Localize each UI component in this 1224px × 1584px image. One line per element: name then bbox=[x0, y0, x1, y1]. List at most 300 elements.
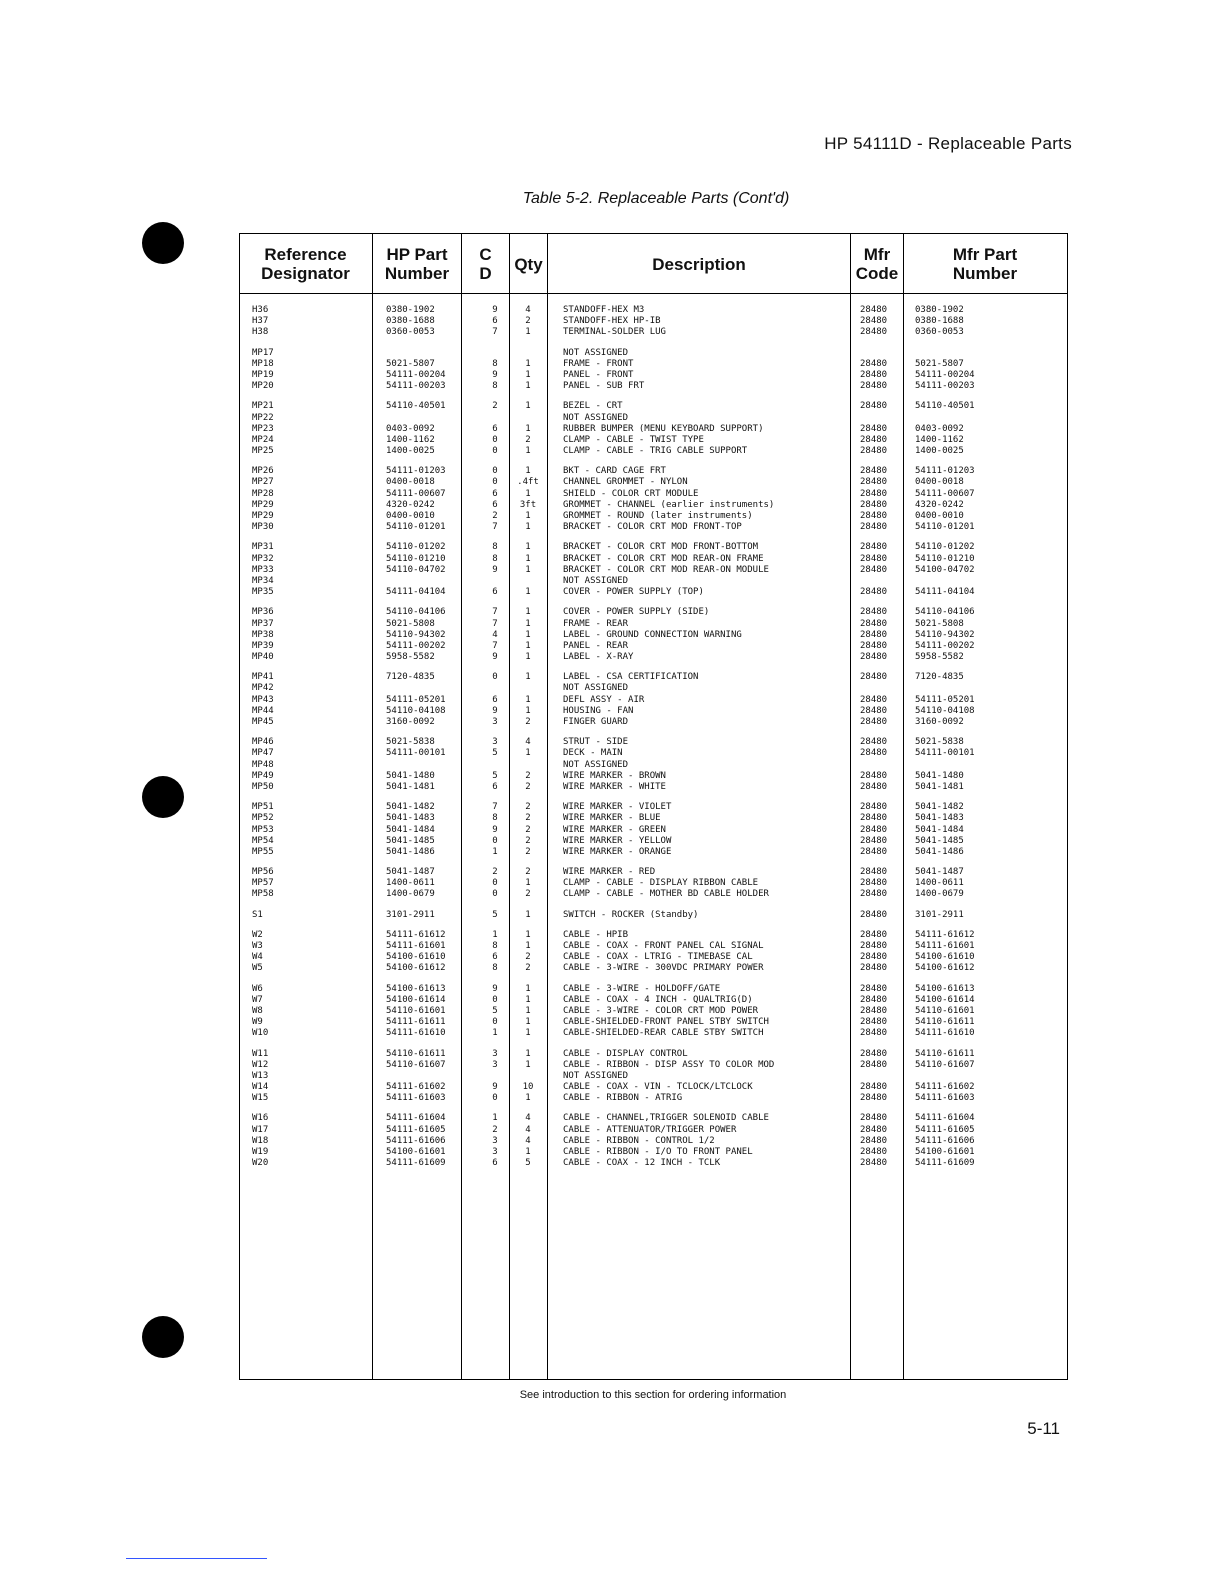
check-digit-cell: 9 bbox=[492, 564, 498, 575]
mfr-part-number-cell: 0380-1688 bbox=[915, 316, 964, 327]
table-row bbox=[239, 1136, 1068, 1147]
quantity-cell: 2 bbox=[525, 802, 531, 813]
description-cell: FRAME - FRONT bbox=[563, 358, 634, 369]
description-cell: CLAMP - CABLE - TRIG CABLE SUPPORT bbox=[563, 446, 748, 457]
mfr-part-number-cell: 54110-01210 bbox=[915, 553, 975, 564]
quantity-cell: 1 bbox=[525, 929, 531, 940]
mfr-code-cell: 28480 bbox=[860, 369, 888, 380]
quantity-cell: 1 bbox=[525, 423, 531, 434]
reference-designator-cell: W8 bbox=[252, 1005, 263, 1016]
mfr-code-cell: 28480 bbox=[860, 607, 888, 618]
hp-part-number-cell: 54111-04104 bbox=[386, 587, 446, 598]
reference-designator-cell: H37 bbox=[252, 316, 269, 327]
hp-part-number-cell: 54100-61613 bbox=[386, 983, 446, 994]
description-cell: CABLE - DISPLAY CONTROL bbox=[563, 1048, 688, 1059]
hp-part-number-cell: 0360-0053 bbox=[386, 327, 435, 338]
quantity-cell: 1 bbox=[525, 1028, 531, 1039]
description-cell: CABLE - 3-WIRE - COLOR CRT MOD POWER bbox=[563, 1005, 759, 1016]
quantity-cell: 4 bbox=[525, 737, 531, 748]
table-row bbox=[239, 446, 1068, 457]
table-row bbox=[239, 952, 1068, 963]
table-row bbox=[239, 878, 1068, 889]
table-row bbox=[239, 1093, 1068, 1104]
description-cell: NOT ASSIGNED bbox=[563, 683, 629, 694]
hp-part-number-cell: 54100-61612 bbox=[386, 963, 446, 974]
table-row bbox=[239, 1017, 1068, 1028]
table-row bbox=[239, 706, 1068, 717]
hp-part-number-cell: 54110-40501 bbox=[386, 401, 446, 412]
mfr-part-number-cell: 5041-1481 bbox=[915, 781, 964, 792]
quantity-cell: 1 bbox=[525, 488, 531, 499]
hp-part-number-cell: 5021-5838 bbox=[386, 737, 435, 748]
mfr-part-number-cell: 54100-04702 bbox=[915, 564, 975, 575]
description-cell: WIRE MARKER - YELLOW bbox=[563, 835, 672, 846]
reference-designator-cell: W12 bbox=[252, 1059, 269, 1070]
mfr-part-number-cell: 0403-0092 bbox=[915, 423, 964, 434]
table-row bbox=[239, 619, 1068, 630]
reference-designator-cell: MP37 bbox=[252, 618, 274, 629]
hp-part-number-cell: 54111-61603 bbox=[386, 1093, 446, 1104]
mfr-code-cell: 28480 bbox=[860, 488, 888, 499]
table-body bbox=[239, 305, 1068, 1178]
mfr-code-cell: 28480 bbox=[860, 737, 888, 748]
mfr-code-cell: 28480 bbox=[860, 748, 888, 759]
reference-designator-cell: MP47 bbox=[252, 748, 274, 759]
description-cell: NOT ASSIGNED bbox=[563, 1070, 629, 1081]
row-group bbox=[239, 305, 1068, 339]
check-digit-cell: 0 bbox=[492, 835, 498, 846]
reference-designator-cell: MP30 bbox=[252, 522, 274, 533]
quantity-cell: 2 bbox=[525, 717, 531, 727]
check-digit-cell: 3 bbox=[492, 1135, 498, 1146]
quantity-cell: 1 bbox=[525, 994, 531, 1005]
table-row bbox=[239, 587, 1068, 598]
description-cell: WIRE MARKER - WHITE bbox=[563, 781, 666, 792]
hp-part-number-cell: 54111-00203 bbox=[386, 381, 446, 392]
description-cell: STANDOFF-HEX M3 bbox=[563, 305, 645, 315]
quantity-cell: 4 bbox=[525, 1124, 531, 1135]
page-edge-line bbox=[126, 1558, 267, 1559]
mfr-part-number-cell: 1400-0025 bbox=[915, 446, 964, 457]
hp-part-number-cell: 54100-61601 bbox=[386, 1147, 446, 1157]
mfr-part-number-cell: 54111-00203 bbox=[915, 381, 975, 392]
check-digit-cell: 3 bbox=[492, 1048, 498, 1059]
quantity-cell: 1 bbox=[525, 564, 531, 575]
mfr-code-cell: 28480 bbox=[860, 1017, 888, 1028]
mfr-part-number-cell: 54111-61610 bbox=[915, 1028, 975, 1039]
hp-part-number-cell: 54110-61607 bbox=[386, 1059, 446, 1070]
check-digit-cell: 8 bbox=[492, 358, 498, 369]
check-digit-cell: 0 bbox=[492, 477, 498, 488]
hp-part-number-cell: 54100-61614 bbox=[386, 994, 446, 1005]
mfr-part-number-cell: 54100-61613 bbox=[915, 983, 975, 994]
mfr-part-number-cell: 3101-2911 bbox=[915, 909, 964, 920]
description-cell: CABLE - COAX - 12 INCH - TCLK bbox=[563, 1158, 721, 1169]
check-digit-cell: 1 bbox=[492, 1028, 498, 1039]
reference-designator-cell: MP23 bbox=[252, 423, 274, 434]
reference-designator-cell: MP41 bbox=[252, 672, 274, 683]
reference-designator-cell: MP58 bbox=[252, 889, 274, 900]
mfr-code-cell: 28480 bbox=[860, 813, 888, 824]
reference-designator-cell: W14 bbox=[252, 1082, 269, 1093]
description-cell: FINGER GUARD bbox=[563, 717, 629, 727]
mfr-part-number-cell: 54111-00202 bbox=[915, 640, 975, 651]
row-group bbox=[239, 401, 1068, 457]
reference-designator-cell: MP27 bbox=[252, 477, 274, 488]
table-row bbox=[239, 607, 1068, 618]
mfr-part-number-cell: 5021-5807 bbox=[915, 358, 964, 369]
mfr-code-cell: 28480 bbox=[860, 802, 888, 813]
table-row bbox=[239, 813, 1068, 824]
reference-designator-cell: MP54 bbox=[252, 835, 274, 846]
quantity-cell: 3ft bbox=[519, 499, 537, 510]
reference-designator-cell: W10 bbox=[252, 1028, 269, 1039]
mfr-code-cell: 28480 bbox=[860, 553, 888, 564]
description-cell: CABLE - COAX - 4 INCH - QUALTRIG(D) bbox=[563, 994, 753, 1005]
description-cell: WIRE MARKER - BROWN bbox=[563, 770, 666, 781]
reference-designator-cell: MP19 bbox=[252, 369, 274, 380]
mfr-code-cell: 28480 bbox=[860, 499, 888, 510]
reference-designator-cell: W5 bbox=[252, 963, 263, 974]
description-cell: CABLE - RIBBON - CONTROL 1/2 bbox=[563, 1135, 715, 1146]
quantity-cell: 1 bbox=[525, 652, 531, 663]
description-cell: SHIELD - COLOR CRT MODULE bbox=[563, 488, 699, 499]
hp-part-number-cell: 1400-1162 bbox=[386, 434, 435, 445]
mfr-code-cell: 28480 bbox=[860, 434, 888, 445]
description-cell: CABLE - CHANNEL,TRIGGER SOLENOID CABLE bbox=[563, 1113, 769, 1124]
check-digit-cell: 6 bbox=[492, 952, 498, 963]
check-digit-cell: 1 bbox=[492, 846, 498, 857]
reference-designator-cell: MP29 bbox=[252, 511, 274, 521]
mfr-part-number-cell: 54110-01201 bbox=[915, 522, 975, 533]
mfr-part-number-cell: 0400-0010 bbox=[915, 511, 964, 521]
reference-designator-cell: MP38 bbox=[252, 629, 274, 640]
description-cell: SWITCH - ROCKER (Standby) bbox=[563, 909, 699, 920]
quantity-cell: 1 bbox=[525, 629, 531, 640]
table-row bbox=[239, 500, 1068, 511]
check-digit-cell: 2 bbox=[492, 401, 498, 412]
row-group bbox=[239, 984, 1068, 1040]
reference-designator-cell: MP57 bbox=[252, 878, 274, 889]
table-row bbox=[239, 466, 1068, 477]
table-row bbox=[239, 867, 1068, 878]
quantity-cell: 2 bbox=[525, 952, 531, 963]
table-row bbox=[239, 1028, 1068, 1039]
table-row bbox=[239, 782, 1068, 793]
check-digit-cell: 8 bbox=[492, 542, 498, 553]
mfr-part-number-cell: 0380-1902 bbox=[915, 305, 964, 315]
mfr-code-cell: 28480 bbox=[860, 1082, 888, 1093]
reference-designator-cell: MP39 bbox=[252, 640, 274, 651]
check-digit-cell: 0 bbox=[492, 1017, 498, 1028]
reference-designator-cell: MP49 bbox=[252, 770, 274, 781]
mfr-part-number-cell: 1400-1162 bbox=[915, 434, 964, 445]
mfr-part-number-cell: 0400-0018 bbox=[915, 477, 964, 488]
reference-designator-cell: W3 bbox=[252, 941, 263, 951]
mfr-code-cell: 28480 bbox=[860, 889, 888, 900]
hp-part-number-cell: 5041-1487 bbox=[386, 867, 435, 878]
mfr-part-number-cell: 54111-04104 bbox=[915, 587, 975, 598]
table-row bbox=[239, 695, 1068, 706]
hp-part-number-cell: 54110-61601 bbox=[386, 1005, 446, 1016]
reference-designator-cell: MP45 bbox=[252, 717, 274, 727]
row-group bbox=[239, 1049, 1068, 1105]
check-digit-cell: 0 bbox=[492, 446, 498, 457]
mfr-code-cell: 28480 bbox=[860, 1005, 888, 1016]
table-row bbox=[239, 672, 1068, 683]
mfr-part-number-cell: 54110-61607 bbox=[915, 1059, 975, 1070]
description-cell: GROMMET - ROUND (later instruments) bbox=[563, 511, 753, 521]
table-row bbox=[239, 370, 1068, 381]
mfr-part-number-cell: 54111-61612 bbox=[915, 929, 975, 940]
description-cell: CABLE - RIBBON - DISP ASSY TO COLOR MOD bbox=[563, 1059, 775, 1070]
check-digit-cell: 9 bbox=[492, 983, 498, 994]
quantity-cell: 1 bbox=[525, 705, 531, 716]
row-group bbox=[239, 607, 1068, 663]
hp-part-number-cell: 5041-1483 bbox=[386, 813, 435, 824]
description-cell: BRACKET - COLOR CRT MOD REAR-ON MODULE bbox=[563, 564, 769, 575]
quantity-cell: 10 bbox=[522, 1082, 534, 1093]
table-caption: Table 5-2. Replaceable Parts (Cont'd) bbox=[522, 190, 790, 207]
hp-part-number-cell: 5041-1486 bbox=[386, 846, 435, 857]
table-row bbox=[239, 1125, 1068, 1136]
reference-designator-cell: W16 bbox=[252, 1113, 269, 1124]
reference-designator-cell: MP51 bbox=[252, 802, 274, 813]
reference-designator-cell: MP17 bbox=[252, 347, 274, 358]
table-row bbox=[239, 963, 1068, 974]
hp-part-number-cell: 54111-61605 bbox=[386, 1124, 446, 1135]
mfr-code-cell: 28480 bbox=[860, 327, 888, 338]
header-divider bbox=[239, 293, 1068, 294]
check-digit-cell: 0 bbox=[492, 889, 498, 900]
quantity-cell: 1 bbox=[525, 327, 531, 338]
reference-designator-cell: MP31 bbox=[252, 542, 274, 553]
reference-designator-cell: MP42 bbox=[252, 683, 274, 694]
mfr-part-number-cell: 54111-01203 bbox=[915, 466, 975, 477]
description-cell: BRACKET - COLOR CRT MOD FRONT-TOP bbox=[563, 522, 742, 533]
header-description bbox=[548, 239, 850, 291]
mfr-code-cell: 28480 bbox=[860, 835, 888, 846]
row-group bbox=[239, 867, 1068, 901]
header-cd bbox=[462, 239, 509, 291]
description-cell: NOT ASSIGNED bbox=[563, 575, 629, 586]
hp-part-number-cell: 54110-94302 bbox=[386, 629, 446, 640]
description-cell: COVER - POWER SUPPLY (TOP) bbox=[563, 587, 704, 598]
mfr-code-cell: 28480 bbox=[860, 846, 888, 857]
table-row bbox=[239, 641, 1068, 652]
mfr-code-cell: 28480 bbox=[860, 1135, 888, 1146]
mfr-part-number-cell: 54111-61601 bbox=[915, 941, 975, 951]
check-digit-cell: 0 bbox=[492, 878, 498, 889]
page-number: 5-11 bbox=[1027, 1419, 1060, 1438]
hp-part-number-cell: 54100-61610 bbox=[386, 952, 446, 963]
quantity-cell: 2 bbox=[525, 781, 531, 792]
description-cell: LABEL - CSA CERTIFICATION bbox=[563, 672, 699, 683]
reference-designator-cell: MP20 bbox=[252, 381, 274, 392]
description-cell: BRACKET - COLOR CRT MOD REAR-ON FRAME bbox=[563, 553, 764, 564]
quantity-cell: 1 bbox=[525, 607, 531, 618]
table-row bbox=[239, 748, 1068, 759]
check-digit-cell: 0 bbox=[492, 434, 498, 445]
table-row bbox=[239, 630, 1068, 641]
row-group bbox=[239, 1113, 1068, 1169]
table-row bbox=[239, 995, 1068, 1006]
row-group bbox=[239, 737, 1068, 793]
quantity-cell: 1 bbox=[525, 446, 531, 457]
header-line: D bbox=[479, 264, 492, 283]
header-mfr-code bbox=[851, 239, 903, 291]
header-line: C bbox=[479, 245, 492, 265]
mfr-code-cell: 28480 bbox=[860, 316, 888, 327]
table-row bbox=[239, 401, 1068, 412]
table-row bbox=[239, 1060, 1068, 1071]
row-group bbox=[239, 802, 1068, 858]
table-row bbox=[239, 576, 1068, 587]
hp-part-number-cell: 54111-05201 bbox=[386, 694, 446, 705]
quantity-cell: 1 bbox=[525, 1147, 531, 1157]
check-digit-cell: 6 bbox=[492, 587, 498, 598]
mfr-code-cell: 28480 bbox=[860, 717, 888, 727]
table-row bbox=[239, 1158, 1068, 1169]
check-digit-cell: 4 bbox=[492, 629, 498, 640]
mfr-code-cell: 28480 bbox=[860, 867, 888, 878]
hp-part-number-cell: 54110-01202 bbox=[386, 542, 446, 553]
quantity-cell: 2 bbox=[525, 434, 531, 445]
mfr-code-cell: 28480 bbox=[860, 705, 888, 716]
quantity-cell: 1 bbox=[525, 401, 531, 412]
mfr-part-number-cell: 54110-04108 bbox=[915, 705, 975, 716]
mfr-code-cell: 28480 bbox=[860, 1124, 888, 1135]
mfr-part-number-cell: 54111-61609 bbox=[915, 1158, 975, 1169]
mfr-part-number-cell: 54100-61614 bbox=[915, 994, 975, 1005]
mfr-part-number-cell: 5041-1486 bbox=[915, 846, 964, 857]
reference-designator-cell: S1 bbox=[252, 909, 263, 920]
header-line: Designator bbox=[261, 264, 350, 283]
hp-part-number-cell: 1400-0025 bbox=[386, 446, 435, 457]
mfr-code-cell: 28480 bbox=[860, 511, 888, 521]
hp-part-number-cell: 5041-1482 bbox=[386, 802, 435, 813]
description-cell: PANEL - SUB FRT bbox=[563, 381, 645, 392]
hp-part-number-cell: 5041-1480 bbox=[386, 770, 435, 781]
mfr-part-number-cell: 5041-1483 bbox=[915, 813, 964, 824]
reference-designator-cell: W7 bbox=[252, 994, 263, 1005]
check-digit-cell: 7 bbox=[492, 640, 498, 651]
mfr-part-number-cell: 5958-5582 bbox=[915, 652, 964, 663]
quantity-cell: 1 bbox=[525, 466, 531, 477]
check-digit-cell: 5 bbox=[492, 909, 498, 920]
table-row bbox=[239, 910, 1068, 921]
reference-designator-cell: W4 bbox=[252, 952, 263, 963]
hp-part-number-cell: 1400-0611 bbox=[386, 878, 435, 889]
check-digit-cell: 7 bbox=[492, 802, 498, 813]
quantity-cell: 2 bbox=[525, 824, 531, 835]
mfr-part-number-cell: 54110-04106 bbox=[915, 607, 975, 618]
mfr-code-cell: 28480 bbox=[860, 1113, 888, 1124]
check-digit-cell: 6 bbox=[492, 499, 498, 510]
description-cell: TERMINAL-SOLDER LUG bbox=[563, 327, 666, 338]
reference-designator-cell: H38 bbox=[252, 327, 269, 338]
table-row bbox=[239, 847, 1068, 858]
table-row bbox=[239, 1006, 1068, 1017]
table-row bbox=[239, 522, 1068, 533]
quantity-cell: 1 bbox=[525, 640, 531, 651]
mfr-part-number-cell: 4320-0242 bbox=[915, 499, 964, 510]
table-row bbox=[239, 930, 1068, 941]
table-row bbox=[239, 435, 1068, 446]
mfr-part-number-cell: 54111-61606 bbox=[915, 1135, 975, 1146]
table-row bbox=[239, 1082, 1068, 1093]
hp-part-number-cell: 54111-61611 bbox=[386, 1017, 446, 1028]
mfr-code-cell: 28480 bbox=[860, 446, 888, 457]
hp-part-number-cell: 54110-01210 bbox=[386, 553, 446, 564]
mfr-code-cell: 28480 bbox=[860, 564, 888, 575]
row-group bbox=[239, 930, 1068, 975]
table-row bbox=[239, 889, 1068, 900]
footer-note: See introduction to this section for ordering information bbox=[519, 1389, 787, 1401]
description-cell: WIRE MARKER - ORANGE bbox=[563, 846, 672, 857]
table-row bbox=[239, 760, 1068, 771]
mfr-code-cell: 28480 bbox=[860, 629, 888, 640]
description-cell: NOT ASSIGNED bbox=[563, 412, 629, 423]
hp-part-number-cell: 7120-4835 bbox=[386, 672, 435, 683]
quantity-cell: 1 bbox=[525, 672, 531, 683]
check-digit-cell: 3 bbox=[492, 717, 498, 727]
check-digit-cell: 3 bbox=[492, 1147, 498, 1157]
hp-part-number-cell: 54111-61604 bbox=[386, 1113, 446, 1124]
table-row bbox=[239, 1147, 1068, 1158]
mfr-code-cell: 28480 bbox=[860, 381, 888, 392]
header-line: Mfr bbox=[863, 245, 891, 265]
description-cell: DEFL ASSY - AIR bbox=[563, 694, 645, 705]
quantity-cell: 4 bbox=[525, 305, 531, 315]
header-line: Mfr Part bbox=[952, 245, 1018, 265]
mfr-code-cell: 28480 bbox=[860, 358, 888, 369]
header-line: Number bbox=[952, 264, 1018, 283]
mfr-code-cell: 28480 bbox=[860, 824, 888, 835]
mfr-code-cell: 28480 bbox=[860, 963, 888, 974]
hp-part-number-cell: 54110-04106 bbox=[386, 607, 446, 618]
check-digit-cell: 7 bbox=[492, 522, 498, 533]
hp-part-number-cell: 0400-0010 bbox=[386, 511, 435, 521]
reference-designator-cell: MP43 bbox=[252, 694, 274, 705]
mfr-code-cell: 28480 bbox=[860, 640, 888, 651]
check-digit-cell: 2 bbox=[492, 1124, 498, 1135]
reference-designator-cell: W6 bbox=[252, 983, 263, 994]
quantity-cell: 1 bbox=[525, 587, 531, 598]
description-cell: CHANNEL GROMMET - NYLON bbox=[563, 477, 688, 488]
hp-part-number-cell: 3101-2911 bbox=[386, 909, 435, 920]
header-line: Code bbox=[855, 264, 899, 283]
reference-designator-cell: W13 bbox=[252, 1070, 269, 1081]
mfr-part-number-cell: 54110-40501 bbox=[915, 401, 975, 412]
quantity-cell: 1 bbox=[525, 1093, 531, 1104]
quantity-cell: 1 bbox=[525, 381, 531, 392]
reference-designator-cell: MP25 bbox=[252, 446, 274, 457]
quantity-cell: 1 bbox=[525, 1017, 531, 1028]
header-line: Reference bbox=[264, 245, 347, 265]
check-digit-cell: 8 bbox=[492, 813, 498, 824]
description-cell: WIRE MARKER - VIOLET bbox=[563, 802, 672, 813]
mfr-code-cell: 28480 bbox=[860, 466, 888, 477]
mfr-part-number-cell: 54111-00607 bbox=[915, 488, 975, 499]
check-digit-cell: 8 bbox=[492, 963, 498, 974]
mfr-part-number-cell: 0360-0053 bbox=[915, 327, 964, 338]
description-cell: CABLE - RIBBON - I/O TO FRONT PANEL bbox=[563, 1147, 753, 1157]
table-row bbox=[239, 554, 1068, 565]
mfr-code-cell: 28480 bbox=[860, 401, 888, 412]
quantity-cell: 2 bbox=[525, 835, 531, 846]
description-cell: STRUT - SIDE bbox=[563, 737, 629, 748]
